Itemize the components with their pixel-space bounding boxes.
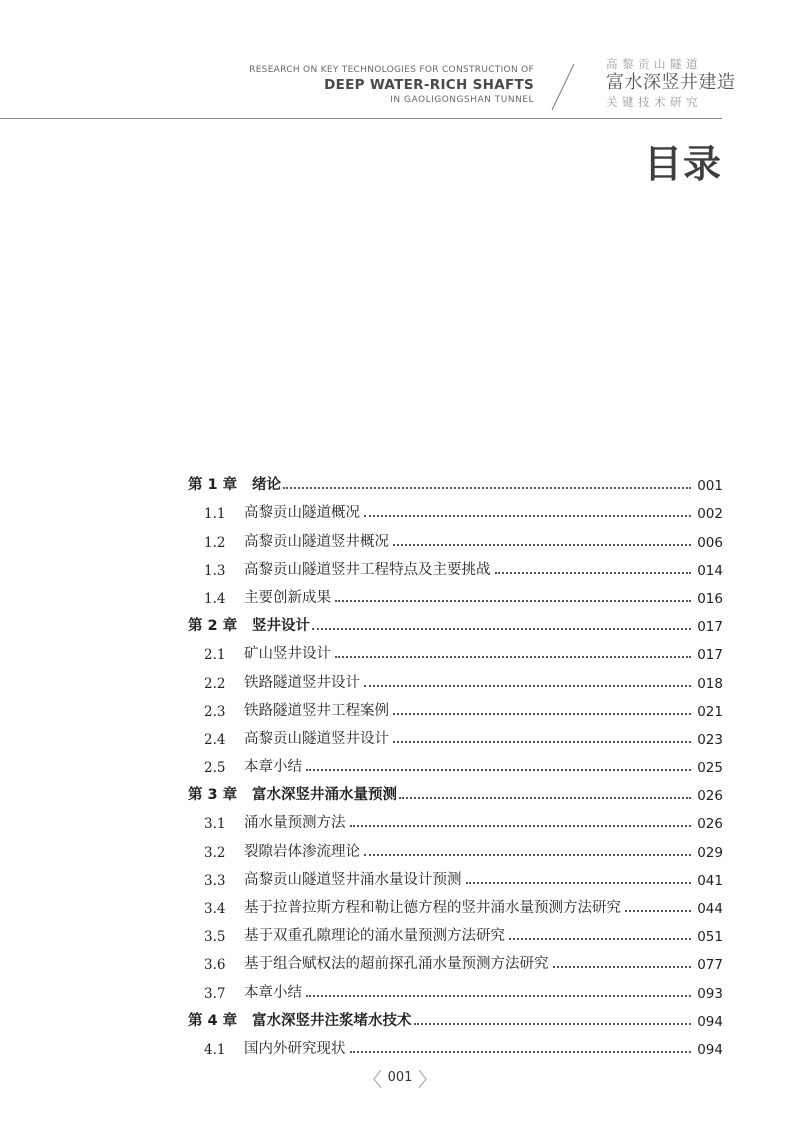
toc-section-row[interactable]: [188, 720, 723, 748]
toc-chapter-row[interactable]: [188, 607, 723, 635]
toc-entry-number: 1.3: [204, 562, 226, 579]
toc-entry-title: 本章小结: [244, 984, 302, 1001]
toc-dot-leader: [350, 1051, 692, 1053]
toc-entry-number: 3.3: [204, 872, 226, 889]
toc-entry-title: 竖井设计: [252, 618, 310, 635]
toc-entry-page: 018: [697, 675, 723, 692]
header-chinese-line-1: 高黎贡山隧道: [606, 57, 702, 71]
toc-entry-number: 4.1: [204, 1041, 226, 1058]
header-chinese-line-3: 关键技术研究: [606, 95, 702, 109]
toc-entry-number: 第 4 章: [188, 1012, 238, 1029]
toc-entry-number: 1.2: [204, 534, 226, 551]
toc-dot-leader: [335, 600, 691, 602]
toc-dot-leader: [350, 825, 692, 827]
toc-dot-leader: [335, 656, 691, 658]
toc-section-row[interactable]: [188, 889, 723, 917]
header-english-line-1: RESEARCH ON KEY TECHNOLOGIES FOR CONSTRUCTION OF: [249, 65, 534, 75]
header-english-line-3: IN GAOLIGONGSHAN TUNNEL: [390, 95, 534, 105]
toc-dot-leader: [283, 487, 691, 489]
toc-dot-leader: [393, 713, 691, 715]
toc-entry-page: 025: [697, 760, 723, 777]
toc-section-row[interactable]: [188, 1030, 723, 1058]
header-rule: [0, 118, 722, 119]
toc-dot-leader: [399, 797, 691, 799]
toc-dot-leader: [414, 1023, 692, 1025]
toc-dot-leader: [495, 572, 692, 574]
toc-dot-leader: [625, 910, 691, 912]
toc-entry-number: 第 1 章: [188, 477, 238, 494]
toc-section-row[interactable]: [188, 579, 723, 607]
toc-entry-number: 1.4: [204, 590, 226, 607]
toc-entry-page: 093: [697, 985, 723, 1002]
toc-entry-number: 2.5: [204, 760, 226, 777]
toc-chapter-row[interactable]: [188, 776, 723, 804]
toc-entry-number: 2.2: [204, 675, 226, 692]
toc-entry-title: 铁路隧道竖井工程案例: [244, 702, 389, 719]
toc-entry-title: 基于拉普拉斯方程和勒让德方程的竖井涌水量预测方法研究: [244, 900, 621, 916]
header-divider-slash: [548, 62, 578, 112]
toc-dot-leader: [364, 854, 691, 856]
toc-entry-title: 富水深竖井涌水量预测: [252, 787, 397, 804]
toc-entry-page: 044: [697, 901, 723, 917]
toc-entry-number: 3.1: [204, 816, 226, 833]
toc-dot-leader: [306, 995, 691, 997]
toc-entry-title: 基于组合赋权法的超前探孔涌水量预测方法研究: [244, 956, 549, 973]
toc-dot-leader: [553, 966, 692, 968]
toc-entry-page: 006: [697, 534, 723, 551]
toc-entry-title: 高黎贡山隧道竖井设计: [244, 730, 389, 747]
toc-entry-title: 基于双重孔隙理论的涌水量预测方法研究: [244, 928, 505, 945]
toc-entry-number: 3.6: [204, 957, 226, 974]
toc-entry-number: 1.1: [204, 506, 226, 523]
toc-entry-page: 017: [697, 647, 723, 664]
toc-dot-leader: [306, 769, 691, 771]
toc-section-row[interactable]: [188, 551, 723, 579]
toc-section-row[interactable]: [188, 635, 723, 663]
toc-entry-title: 涌水量预测方法: [244, 815, 346, 832]
toc-section-row[interactable]: [188, 832, 723, 860]
toc-entry-number: 2.4: [204, 731, 226, 748]
header-english-title: [249, 64, 534, 106]
toc-chapter-row[interactable]: [188, 1002, 723, 1030]
toc-entry-number: 3.7: [204, 985, 226, 1002]
toc-entry-title: 本章小结: [244, 759, 302, 776]
toc-entry-number: 第 2 章: [188, 618, 238, 635]
toc-entry-title: 高黎贡山隧道竖井涌水量设计预测: [244, 871, 462, 888]
toc-dot-leader: [509, 938, 691, 940]
toc-dot-leader: [393, 741, 691, 743]
toc-entry-number: 3.4: [204, 901, 226, 917]
toc-entry-number: 第 3 章: [188, 787, 238, 804]
toc-section-row[interactable]: [188, 663, 723, 691]
toc-entry-number: 3.2: [204, 844, 226, 861]
toc-entry-page: 017: [697, 619, 723, 636]
page-number: 001: [387, 1070, 413, 1085]
toc-dot-leader: [393, 544, 691, 546]
toc-entry-number: 2.3: [204, 703, 226, 720]
toc-section-row[interactable]: [188, 692, 723, 720]
header-chinese-title: [606, 56, 736, 110]
toc-entry-page: 077: [697, 957, 723, 974]
toc-entry-page: 021: [697, 703, 723, 720]
toc-dot-leader: [364, 515, 691, 517]
toc-entry-title: 矿山竖井设计: [244, 646, 331, 663]
toc-section-row[interactable]: [188, 917, 723, 945]
toc-section-row[interactable]: [188, 973, 723, 1001]
toc-entry-title: 高黎贡山隧道概况: [244, 505, 360, 522]
toc-dot-leader: [364, 685, 691, 687]
toc-entry-title: 高黎贡山隧道竖井概况: [244, 533, 389, 550]
toc-section-row[interactable]: [188, 804, 723, 832]
toc-dot-leader: [466, 882, 692, 884]
toc-entry-title: 国内外研究现状: [244, 1040, 346, 1057]
toc-section-row[interactable]: [188, 748, 723, 776]
header-chinese-line-2: 富水深竖井建造: [606, 72, 736, 93]
toc-entry-page: 002: [697, 506, 723, 523]
toc-section-row[interactable]: [188, 494, 723, 522]
toc-entry-page: 016: [697, 590, 723, 607]
toc-entry-page: 041: [697, 872, 723, 889]
table-of-contents: [188, 466, 723, 1058]
toc-entry-page: 001: [697, 478, 723, 495]
toc-entry-page: 094: [697, 1041, 723, 1058]
toc-entry-title: 富水深竖井注浆堵水技术: [252, 1012, 412, 1029]
toc-section-row[interactable]: [188, 522, 723, 550]
toc-entry-page: 026: [697, 816, 723, 833]
toc-entry-title: 高黎贡山隧道竖井工程特点及主要挑战: [244, 561, 491, 578]
toc-entry-page: 051: [697, 929, 723, 946]
toc-entry-title: 裂隙岩体渗流理论: [244, 843, 360, 860]
page-title: 目录: [643, 142, 722, 186]
toc-entry-number: 2.1: [204, 647, 226, 664]
toc-entry-title: 主要创新成果: [244, 589, 331, 606]
page-number-badge: [372, 1068, 428, 1090]
toc-chapter-row[interactable]: [188, 466, 723, 494]
toc-entry-number: 3.5: [204, 929, 226, 946]
toc-section-row[interactable]: [188, 861, 723, 889]
toc-entry-page: 094: [697, 1013, 723, 1030]
toc-entry-title: 铁路隧道竖井设计: [244, 674, 360, 691]
header-english-line-2: DEEP WATER-RICH SHAFTS: [324, 77, 534, 93]
toc-dot-leader: [312, 628, 691, 630]
toc-entry-page: 029: [697, 844, 723, 861]
toc-entry-page: 026: [697, 788, 723, 805]
toc-entry-title: 绪论: [252, 477, 281, 494]
toc-entry-page: 023: [697, 731, 723, 748]
toc-section-row[interactable]: [188, 945, 723, 973]
toc-entry-page: 014: [697, 562, 723, 579]
